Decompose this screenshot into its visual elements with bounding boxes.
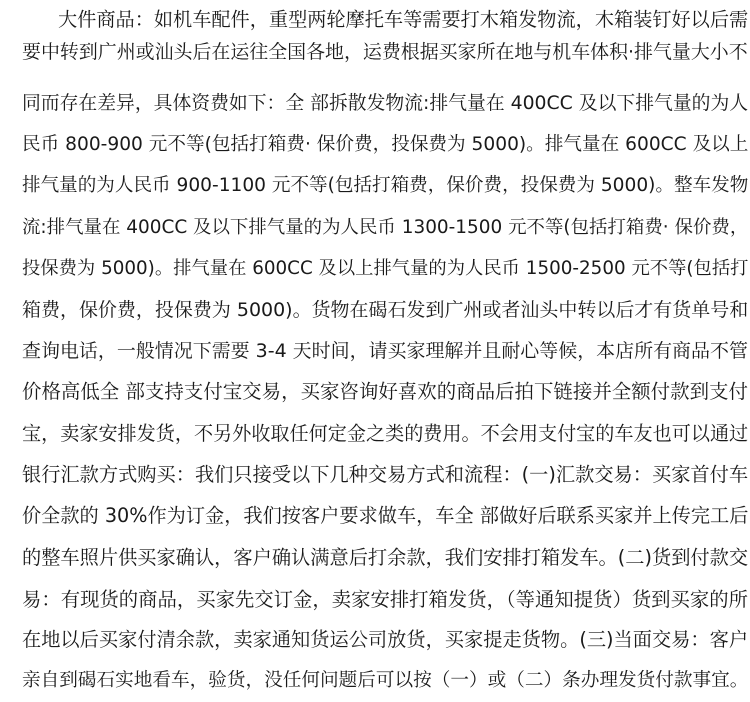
paragraph-line: 排气量的为人民币 900-1100 元不等(包括打箱费，保价费，投保费为 5000)。整车发物 <box>22 175 748 196</box>
paragraph-line: 在地以后买家付清余款，卖家通知货运公司放货，买家提走货物。(三)当面交易：客户 <box>22 628 748 651</box>
paragraph-line: 大件商品：如机车配件，重型两轮摩托车等需要打木箱发物流，木箱装钉好以后需 <box>58 8 748 31</box>
paragraph-line: 价格高低全 部支持支付宝交易，买家咨询好喜欢的商品后拍下链接并全额付款到支付 <box>22 380 748 403</box>
paragraph-line: 宝，卖家安排发货，不另外收取任何定金之类的费用。不会用支付宝的车友也可以通过 <box>22 422 748 445</box>
paragraph-line: 的整车照片供买家确认，客户确认满意后打余款，我们安排打箱发车。(二)货到付款交 <box>22 546 748 569</box>
paragraph-line: 亲自到碣石实地看车，验货，没任何问题后可以按（一）或（二）条办理发货付款事宜。 <box>22 670 748 691</box>
paragraph-line: 价全款的 30%作为订金，我们按客户要求做车，车全 部做好后联系买家并上传完工后 <box>22 504 748 527</box>
paragraph-line: 银行汇款方式购买：我们只接受以下几种交易方式和流程：(一)汇款交易：买家首付车 <box>22 463 748 486</box>
paragraph-line: 易：有现货的商品，买家先交订金，卖家安排打箱发货，（等通知提货）货到买家的所 <box>22 588 748 611</box>
paragraph-line: 同而存在差异，具体资费如下：全 部拆散发物流:排气量在 400CC 及以下排气量的为人 <box>22 93 748 114</box>
paragraph-line: 投保费为 5000)。排气量在 600CC 及以上排气量的为人民币 1500-2500 元不等(包括打 <box>22 258 748 279</box>
paragraph-line: 箱费，保价费，投保费为 5000)。货物在碣石发到广州或者汕头中转以后才有货单号和 <box>22 299 748 321</box>
paragraph-line: 查询电话，一般情况下需要 3-4 天时间，请买家理解并且耐心等候，本店所有商品不管 <box>22 340 748 362</box>
paragraph-line: 流:排气量在 400CC 及以下排气量的为人民币 1300-1500 元不等(包括打箱费· 保价费， <box>22 217 748 238</box>
paragraph-line: 民币 800-900 元不等(包括打箱费· 保价费，投保费为 5000)。排气量在 600CC 及以上 <box>22 134 748 155</box>
paragraph-line: 要中转到广州或汕头后在运往全国各地，运费根据买家所在地与机车体积·排气量大小不 <box>22 41 748 63</box>
